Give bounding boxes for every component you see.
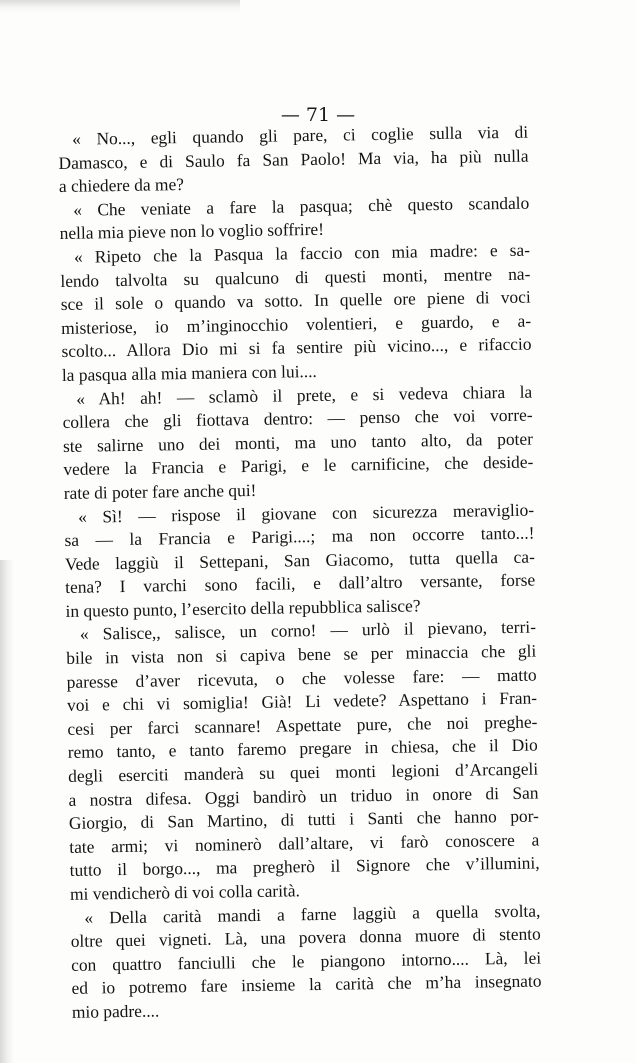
text-line: vedere la Francia e Parigi, e le carnificine, che deside- bbox=[63, 451, 534, 480]
text-line: remo tanto, e tanto faremo pregare in chiesa, che il Dio bbox=[67, 734, 538, 763]
text-line: con quattro fanciulli che le piangono intorno.... Là, lei bbox=[70, 947, 542, 975]
text-line: in questo punto, l’esercito della repubblica salisce? bbox=[65, 595, 421, 621]
text-line: sa — la Francia e Parigi....; ma non occorre tanto...! bbox=[64, 522, 535, 551]
text-line: la pasqua alla mia maniera con lui.... bbox=[61, 360, 317, 385]
text-line: sce il sole o quando va sotto. In quelle ore piene di voci bbox=[60, 286, 531, 315]
text-line: « Ripeto che la Pasqua la faccio con mia madre: e sa- bbox=[73, 239, 531, 267]
text-line: « Ah! ah! — sclamò il prete, e si vedeva chiara la bbox=[76, 381, 533, 409]
text-line: « Salisce,, salisce, un corno! — urlò il pievano, terri- bbox=[79, 617, 537, 645]
text-line: ed io potremo fare insieme la carità che m’ha insegnato bbox=[71, 970, 542, 999]
text-line: tutto il borgo..., ma pregherò il Signore che v’illumini, bbox=[69, 852, 540, 881]
text-line: scolto... Allora Dio mi si fa sentire più vicino..., e rifaccio bbox=[61, 333, 532, 362]
text-line: paresse d’aver ricevuta, o che volesse fare: — matto bbox=[66, 664, 537, 692]
text-line: Vede laggiù il Settepani, San Giacomo, tutta quella ca- bbox=[64, 546, 535, 574]
text-line: collera che gli fiottava dentro: — penso che voi vorre- bbox=[62, 404, 533, 433]
text-line: a nostra difesa. Oggi bandirò un triduo in onore di San bbox=[68, 782, 539, 810]
text-line: tena? I varchi sono facili, e dall’altro versante, forse bbox=[65, 569, 536, 598]
text-line: voi e chi vi somiglia! Già! Li vedete? Aspettano i Fran- bbox=[66, 687, 538, 716]
text-line: cesi per farci scannare! Aspettate pure, che noi preghe- bbox=[67, 711, 538, 739]
text-line: tate armi; vi nominerò dall’altare, vi farò conoscere a bbox=[69, 829, 540, 857]
text-line: nella mia pieve non lo voglio soffrire! bbox=[59, 219, 325, 244]
text-line: a chiedere da me? bbox=[58, 174, 185, 197]
text-line: lendo talvolta su qualcuno di questi monti, mentre na- bbox=[60, 263, 531, 291]
text-line: Giorgio, di San Martino, di tutti i Santi che hanno por- bbox=[68, 805, 540, 834]
text-line: oltre quei vigneti. Là, una povera donna muore di stento bbox=[70, 923, 541, 952]
body-text bbox=[58, 121, 542, 1025]
text-line: « Sì! — rispose il giovane con sicurezza meraviglio- bbox=[77, 499, 535, 527]
text-line: degli eserciti manderà su quei monti legioni d’Arcangeli bbox=[68, 758, 539, 786]
page-number: — 71 — bbox=[280, 104, 356, 126]
text-line: rate di poter fare anche qui! bbox=[63, 479, 257, 503]
text-line: Damasco, e di Saulo fa San Paolo! Ma via, ha più nulla bbox=[58, 145, 529, 173]
scan-edge-top bbox=[0, 0, 240, 12]
scan-edge-left bbox=[0, 560, 14, 1063]
text-line: « Della carità mandi a farne laggiù a quella svolta, bbox=[84, 900, 541, 928]
text-line: ste salirne uno dei monti, ma uno tanto alto, da poter bbox=[62, 428, 534, 456]
text-line: mio padre.... bbox=[71, 1000, 160, 1022]
text-line: bile in vista non si capiva bene se per minaccia che gli bbox=[66, 640, 537, 668]
text-line: misteriose, io m’inginocchio volentieri, e guardo, e a- bbox=[60, 310, 532, 338]
text-line: « Che veniate a fare la pasqua; chè questo scandalo bbox=[73, 192, 530, 220]
text-line: « No..., egli quando gli pare, ci coglie sulla via di bbox=[72, 121, 529, 149]
text-line: mi vendicherò di voi colla carità. bbox=[69, 880, 301, 904]
